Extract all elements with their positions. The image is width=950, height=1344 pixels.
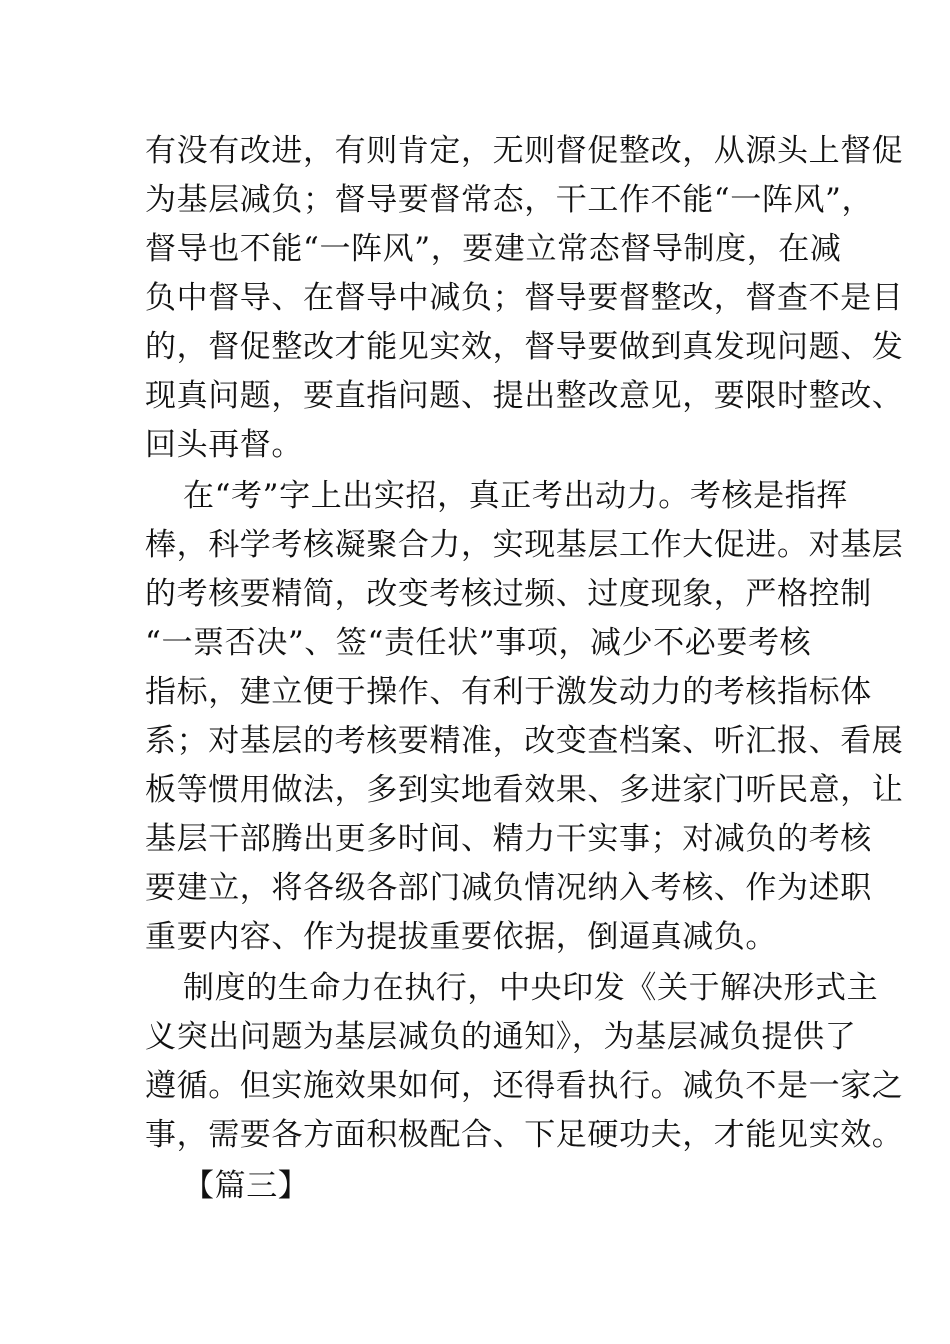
text-line: 负中督导、在督导中减负；督导要督整改，督查不是目 [145, 280, 904, 316]
text-line: 义突出问题为基层减负的通知》，为基层减负提供了 [145, 1019, 857, 1055]
text-line: 有没有改进，有则肯定，无则督促整改，从源头上督促 [145, 133, 904, 169]
text-line: 现真问题，要直指问题、提出整改意见，要限时整改、 [145, 378, 904, 414]
text-line: “一票否决”、签“责任状”事项，减少不必要考核 [145, 625, 812, 661]
text-line: 回头再督。 [145, 427, 303, 463]
text-line: 为基层减负；督导要督常态，干工作不能“一阵风”， [145, 182, 874, 218]
text-line: 要建立，将各级各部门减负情况纳入考核、作为述职 [145, 870, 872, 906]
section-heading: 【篇三】 [183, 1168, 310, 1204]
paragraph-start-line: 制度的生命力在执行，中央印发《关于解决形式主 [183, 970, 879, 1006]
text-line: 指标，建立便于操作、有利于激发动力的考核指标体 [145, 674, 872, 710]
text-line: 事，需要各方面积极配合、下足硬功夫，才能见实效。 [145, 1117, 904, 1153]
text-line: 的，督促整改才能见实效，督导要做到真发现问题、发 [145, 329, 904, 365]
text-line: 棒，科学考核凝聚合力，实现基层工作大促进。对基层 [145, 527, 904, 563]
text-line: 督导也不能“一阵风”，要建立常态督导制度，在减 [145, 231, 842, 267]
text-line: 的考核要精简，改变考核过频、过度现象，严格控制 [145, 576, 872, 612]
text-line: 遵循。但实施效果如何，还得看执行。减负不是一家之 [145, 1068, 904, 1104]
text-line: 重要内容、作为提拔重要依据，倒逼真减负。 [145, 919, 777, 955]
text-line: 基层干部腾出更多时间、精力干实事；对减负的考核 [145, 821, 872, 857]
text-line: 板等惯用做法，多到实地看效果、多进家门听民意，让 [145, 772, 904, 808]
paragraph-start-line: 在“考”字上出实招，真正考出动力。考核是指挥 [183, 478, 848, 514]
text-line: 系；对基层的考核要精准，改变查档案、听汇报、看展 [145, 723, 904, 759]
